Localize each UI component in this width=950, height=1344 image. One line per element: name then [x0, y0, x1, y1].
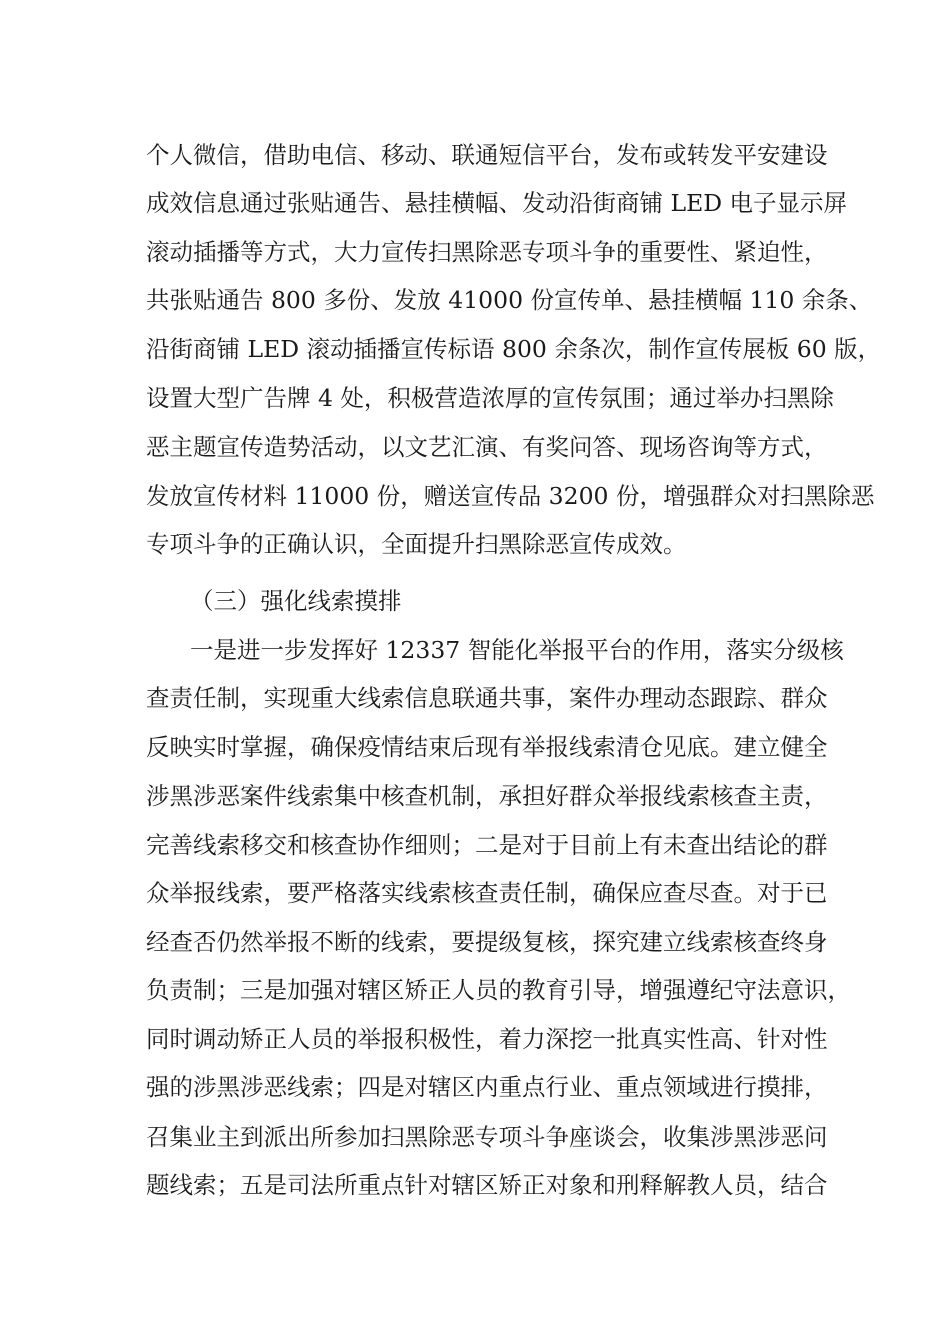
paragraph-2-line-11: 召集业主到派出所参加扫黑除恶专项斗争座谈会，收集涉黑涉恶问	[146, 1123, 828, 1151]
paragraph-2-line-4: 涉黑涉恶案件线索集中核查机制，承担好群众举报线索核查主责，	[146, 782, 828, 810]
paragraph-1-line-6: 设置大型广告牌 4 处，积极营造浓厚的宣传氛围；通过举办扫黑除	[146, 384, 834, 412]
paragraph-1-line-3: 滚动插播等方式，大力宣传扫黑除恶专项斗争的重要性、紧迫性，	[146, 238, 828, 266]
paragraph-1-line-4: 共张贴通告 800 多份、发放 41000 份宣传单、悬挂横幅 110 余条、	[146, 286, 873, 314]
paragraph-1-line-8: 发放宣传材料 11000 份，赠送宣传品 3200 份，增强群众对扫黑除恶	[146, 482, 875, 510]
paragraph-1-line-1: 个人微信，借助电信、移动、联通短信平台，发布或转发平安建设	[146, 141, 828, 169]
paragraph-2-line-10: 强的涉黑涉恶线索；四是对辖区内重点行业、重点领域进行摸排，	[146, 1073, 828, 1101]
paragraph-1-line-2: 成效信息通过张贴通告、悬挂横幅、发动沿街商铺 LED 电子显示屏	[146, 189, 848, 217]
paragraph-2-line-8: 负责制；三是加强对辖区矫正人员的教育引导，增强遵纪守法意识，	[146, 976, 851, 1004]
paragraph-2-line-9: 同时调动矫正人员的举报积极性，着力深挖一批真实性高、针对性	[146, 1025, 828, 1053]
paragraph-2-line-6: 众举报线索，要严格落实线索核查责任制，确保应查尽查。对于已	[146, 879, 828, 907]
section-heading: （三）强化线索摸排	[190, 587, 402, 615]
paragraph-1-line-7: 恶主题宣传造势活动，以文艺汇演、有奖问答、现场咨询等方式，	[146, 433, 828, 461]
paragraph-1-line-9: 专项斗争的正确认识，全面提升扫黑除恶宣传成效。	[146, 530, 687, 558]
paragraph-2-line-12: 题线索；五是司法所重点针对辖区矫正对象和刑释解教人员，结合	[146, 1171, 828, 1199]
paragraph-2-line-2: 查责任制，实现重大线索信息联通共事，案件办理动态跟踪、群众	[146, 684, 828, 712]
paragraph-2-line-7: 经查否仍然举报不断的线索，要提级复核，探究建立线索核查终身	[146, 928, 828, 956]
paragraph-2-line-3: 反映实时掌握，确保疫情结束后现有举报线索清仓见底。建立健全	[146, 733, 828, 761]
paragraph-2-line-5: 完善线索移交和核查协作细则；二是对于目前上有未查出结论的群	[146, 831, 828, 859]
paragraph-2-line-1: 一是进一步发挥好 12337 智能化举报平台的作用，落实分级核	[190, 636, 844, 664]
paragraph-1-line-5: 沿街商铺 LED 滚动插播宣传标语 800 余条次，制作宣传展板 60 版，	[146, 335, 882, 363]
